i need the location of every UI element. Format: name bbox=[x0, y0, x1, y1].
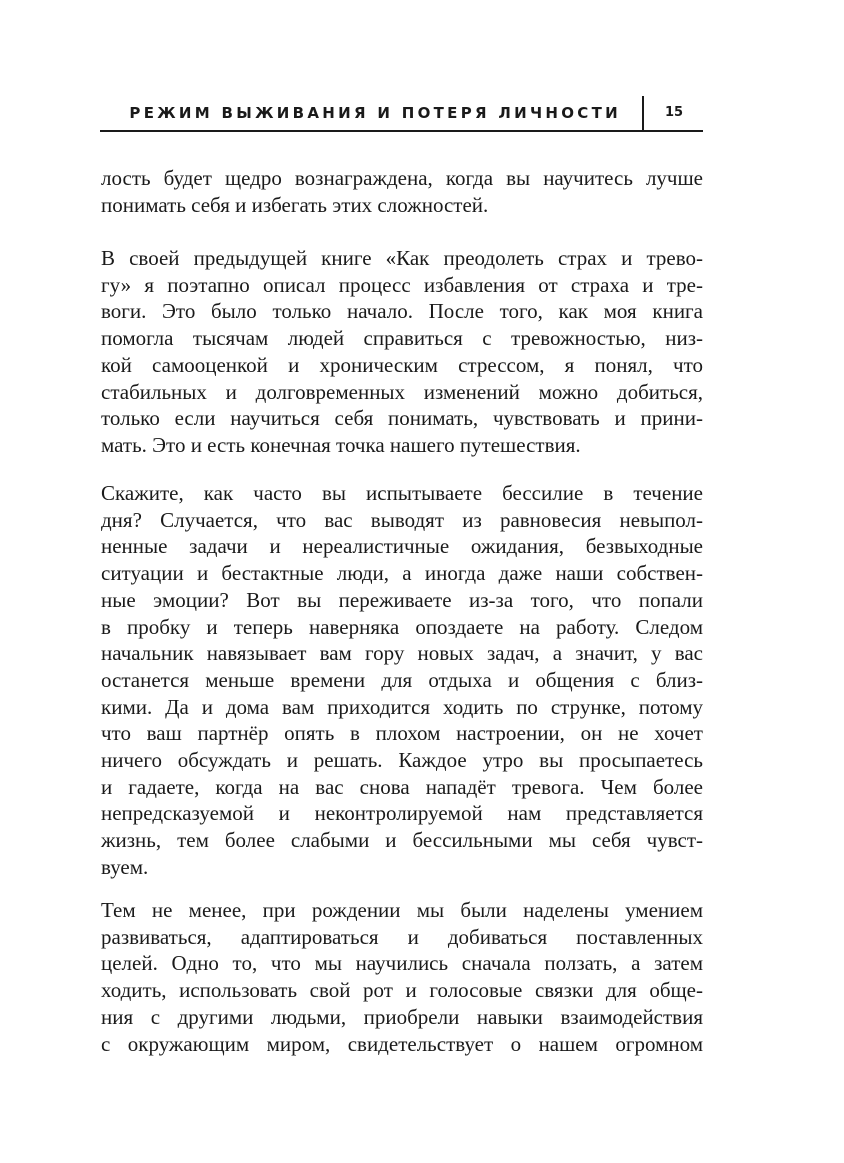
text-line: дня? Случается, что вас выводят из равновесия невыпол- bbox=[101, 507, 703, 532]
text-line: вуем. bbox=[101, 854, 149, 879]
text-line: непредсказуемой и неконтролируемой нам представляется bbox=[101, 801, 703, 826]
text-line: В своей предыдущей книге «Как преодолеть страх и трево- bbox=[101, 246, 703, 270]
text-line: развиваться, адаптироваться и добиваться поставленных bbox=[101, 924, 703, 949]
text-line: жизнь, тем более слабыми и бессильными мы себя чувст- bbox=[101, 828, 703, 853]
text-line: Тем не менее, при рождении мы были наделены умением bbox=[101, 898, 703, 922]
paragraph-2 bbox=[101, 245, 703, 459]
text-line: начальник навязывает вам гору новых задач, а значит, у вас bbox=[101, 641, 703, 666]
running-header bbox=[100, 96, 703, 132]
text-line: понимать себя и избегать этих сложностей. bbox=[101, 192, 489, 217]
text-line: с окружающим миром, свидетельствует о нашем огромном bbox=[101, 1031, 703, 1056]
text-line: лость будет щедро вознаграждена, когда вы научитесь лучше bbox=[101, 166, 703, 190]
header-rule bbox=[100, 130, 703, 132]
text-line: ненные задачи и нереалистичные ожидания, безвыходные bbox=[101, 534, 703, 559]
text-line: кими. Да и дома вам приходится ходить по струнке, потому bbox=[101, 694, 703, 719]
text-line: помогла тысячам людей справиться с тревожностью, низ- bbox=[101, 326, 703, 351]
paragraph-4 bbox=[101, 897, 703, 1057]
text-line: только если научиться себя понимать, чувствовать и прини- bbox=[101, 406, 703, 431]
text-line: гу» я поэтапно описал процесс избавления от страха и тре- bbox=[101, 272, 703, 297]
text-line: ния с другими людьми, приобрели навыки взаимодействия bbox=[101, 1004, 703, 1029]
text-line: в пробку и теперь наверняка опоздаете на работу. Следом bbox=[101, 614, 703, 639]
text-line: ситуации и бестактные люди, а иногда даже наши собствен- bbox=[101, 561, 703, 586]
text-line: ные эмоции? Вот вы переживаете из-за того, что попали bbox=[101, 587, 703, 612]
text-line: мать. Это и есть конечная точка нашего путешествия. bbox=[101, 432, 581, 457]
header-divider bbox=[642, 96, 644, 130]
text-line: ходить, использовать свой рот и голосовые связки для обще- bbox=[101, 978, 703, 1003]
text-line: что ваш партнёр опять в плохом настроении, он не хочет bbox=[101, 721, 703, 746]
text-line: Скажите, как часто вы испытываете бессилие в течение bbox=[101, 481, 703, 505]
text-line: воги. Это было только начало. После того, как моя книга bbox=[101, 299, 703, 324]
text-line: ничего обсуждать и решать. Каждое утро вы просыпаетесь bbox=[101, 748, 703, 773]
text-line: и гадаете, когда на вас снова нападёт тревога. Чем более bbox=[101, 774, 703, 799]
text-line: кой самооценкой и хроническим стрессом, я понял, что bbox=[101, 352, 703, 377]
chapter-title: РЕЖИМ ВЫЖИВАНИЯ И ПОТЕРЯ ЛИЧНОСТИ bbox=[129, 104, 621, 122]
text-line: целей. Одно то, что мы научились сначала ползать, а затем bbox=[101, 951, 703, 976]
paragraph-1 bbox=[101, 165, 703, 218]
text-line: останется меньше времени для отдыха и общения с близ- bbox=[101, 667, 703, 692]
page-number: 15 bbox=[665, 105, 684, 120]
text-line: стабильных и долговременных изменений можно добиться, bbox=[101, 379, 703, 404]
paragraph-3 bbox=[101, 480, 703, 881]
